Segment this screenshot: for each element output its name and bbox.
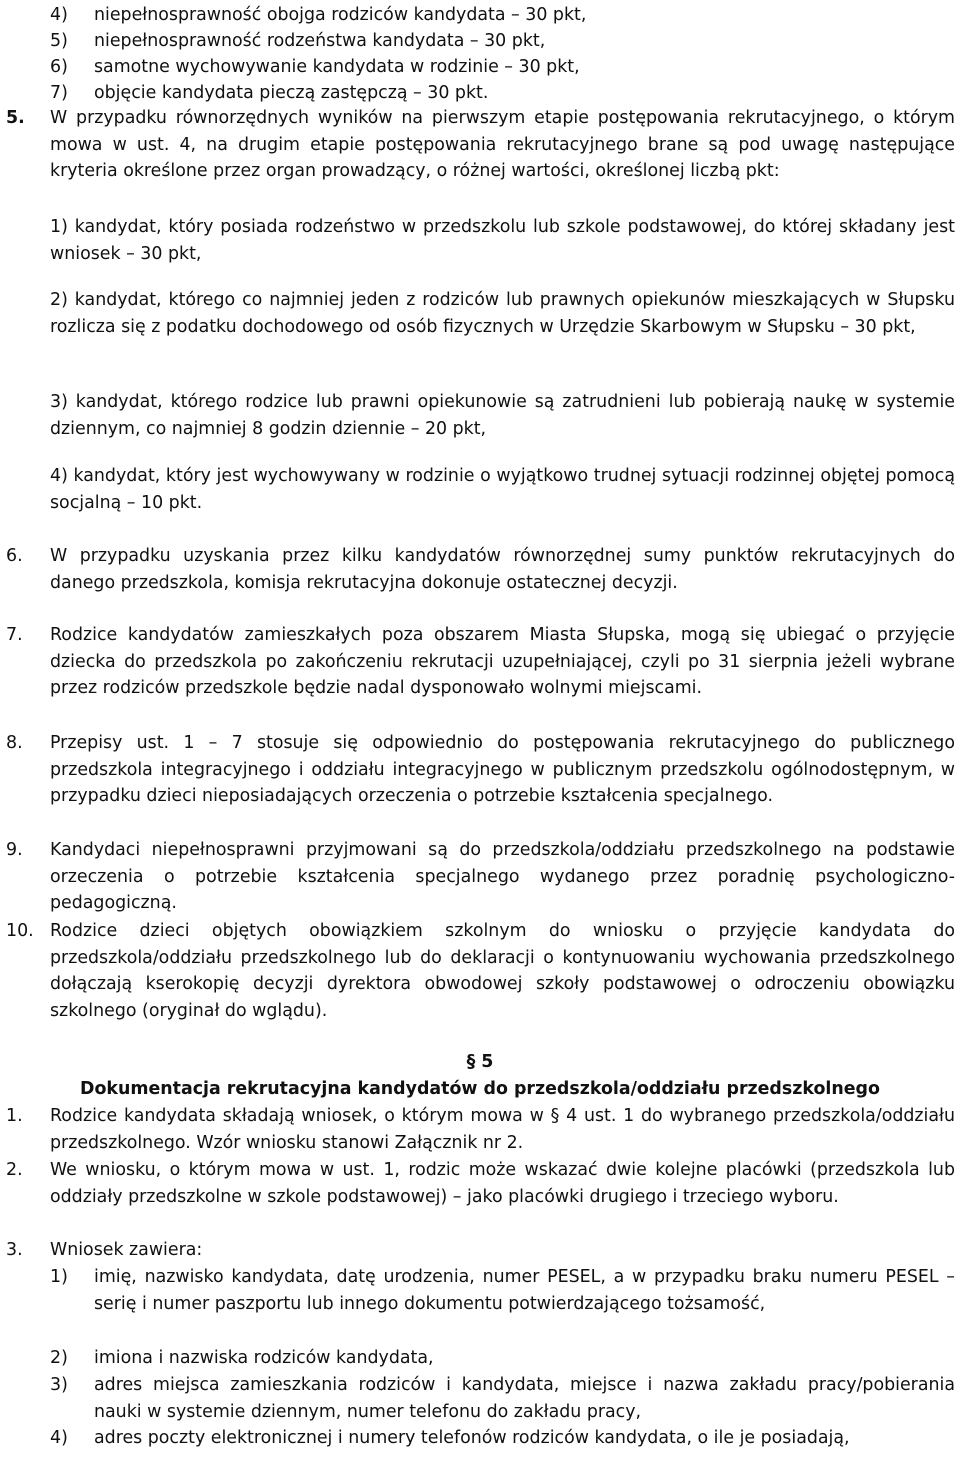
section-item-text: We wniosku, o którym mowa w ust. 1, rodzic może wskazać dwie kolejne placówki (przedszkola lub oddziały przedszkolne w szkole podstawowej) – jako placówki drugiego i trzeciego wyboru. xyxy=(50,1160,955,1207)
section-item-number: 3. xyxy=(6,1240,23,1260)
section-item-number: 2. xyxy=(6,1160,23,1180)
contents-item-number: 2) xyxy=(50,1348,68,1368)
paragraph-number: 7. xyxy=(6,625,23,645)
section-item-1 xyxy=(6,1103,955,1156)
list-item-number: 4) xyxy=(50,5,68,25)
contents-item xyxy=(50,1425,955,1452)
paragraph-text: Przepisy ust. 1 – 7 stosuje się odpowiednio do postępowania rekrutacyjnego do publicznego przedszkola integracyjnego i oddziału integracyjnego w publicznym przedszkolu ogólnodostępnym, w przypadku dzieci nieposiadających orzeczenia o potrzebie kształcenia specjalnego. xyxy=(50,733,955,807)
contents-item-text: adres poczty elektronicznej i numery telefonów rodziców kandydata, o ile je posiadają, xyxy=(94,1428,850,1448)
contents-item xyxy=(50,1264,955,1317)
criterion-text: 4) kandydat, który jest wychowywany w rodzinie o wyjątkowo trudnej sytuacji rodzinnej objętej pomocą socjalną – 10 pkt. xyxy=(50,466,955,513)
contents-item-number: 3) xyxy=(50,1375,68,1395)
paragraph-text: Rodzice dzieci objętych obowiązkiem szkolnym do wniosku o przyjęcie kandydata do przedszkola/oddziału przedszkolnego lub do deklaracji o kontynuowaniu wychowania przedszkolnego dołączają kserokopię decyzji dyrektora obwodowej szkoły podstawowej o odroczeniu obowiązku szkolnego (oryginał do wglądu). xyxy=(50,921,955,1022)
paragraph-10 xyxy=(6,918,955,1025)
list-item xyxy=(50,80,950,107)
contents-item-text: adres miejsca zamieszkania rodziców i kandydata, miejsce i nazwa zakładu pracy/pobierania nauki w systemie dziennym, numer telefonu do zakładu pracy, xyxy=(94,1375,955,1422)
paragraph-6 xyxy=(6,543,955,596)
contents-item xyxy=(50,1345,955,1372)
list-item-number: 6) xyxy=(50,57,68,77)
section-item-text: Rodzice kandydata składają wniosek, o którym mowa w § 4 ust. 1 do wybranego przedszkola/oddziału przedszkolnego. Wzór wniosku stanowi Załącznik nr 2. xyxy=(50,1106,955,1153)
section-title: Dokumentacja rekrutacyjna kandydatów do przedszkola/oddziału przedszkolnego xyxy=(80,1079,880,1099)
section-item-number: 1. xyxy=(6,1106,23,1126)
paragraph-5 xyxy=(6,105,955,185)
criterion-text: 1) kandydat, który posiada rodzeństwo w przedszkolu lub szkole podstawowej, do której składany jest wniosek – 30 pkt, xyxy=(50,217,955,264)
paragraph-number: 8. xyxy=(6,733,23,753)
section-item-2 xyxy=(6,1157,955,1210)
paragraph-number: 9. xyxy=(6,840,23,860)
list-item-text: niepełnosprawność obojga rodziców kandydata – 30 pkt, xyxy=(94,5,587,25)
criterion-text: 2) kandydat, którego co najmniej jeden z rodziców lub prawnych opiekunów mieszkających w Słupsku rozlicza się z podatku dochodowego od osób fizycznych w Urzędzie Skarbowym w Słupsku – 30 pkt, xyxy=(50,290,955,337)
list-item-number: 7) xyxy=(50,83,68,103)
criterion-text: 3) kandydat, którego rodzice lub prawni opiekunowie są zatrudnieni lub pobierają naukę w systemie dziennym, co najmniej 8 godzin dziennie – 20 pkt, xyxy=(50,392,955,439)
paragraph-text: Rodzice kandydatów zamieszkałych poza obszarem Miasta Słupska, mogą się ubiegać o przyjęcie dziecka do przedszkola po zakończeniu rekrutacji uzupełniającej, czyli po 31 sierpnia jeżeli wybrane przez rodziców przedszkole będzie nadal dysponowało wolnymi miejscami. xyxy=(50,625,955,699)
paragraph-text: Kandydaci niepełnosprawni przyjmowani są do przedszkola/oddziału przedszkolnego na podstawie orzeczenia o potrzebie kształcenia specjalnego wydanego przez poradnię psychologiczno-pedagogiczną. xyxy=(50,840,955,914)
paragraph-7 xyxy=(6,622,955,702)
paragraph-number: 10. xyxy=(6,921,34,941)
list-item xyxy=(50,2,950,29)
section-sign: § 5 xyxy=(466,1052,494,1072)
contents-item-text: imię, nazwisko kandydata, datę urodzenia, numer PESEL, a w przypadku braku numeru PESEL – serię i numer paszportu lub innego dokumentu potwierdzającego tożsamość, xyxy=(94,1267,955,1314)
list-item-text: niepełnosprawność rodzeństwa kandydata – 30 pkt, xyxy=(94,31,546,51)
criterion-item xyxy=(50,463,955,516)
paragraph-text: W przypadku uzyskania przez kilku kandydatów równorzędnej sumy punktów rekrutacyjnych do danego przedszkola, komisja rekrutacyjna dokonuje ostatecznej decyzji. xyxy=(50,546,955,593)
list-item-text: objęcie kandydata pieczą zastępczą – 30 pkt. xyxy=(94,83,489,103)
contents-item xyxy=(50,1372,955,1425)
contents-item-text: imiona i nazwiska rodziców kandydata, xyxy=(94,1348,434,1368)
contents-item-number: 1) xyxy=(50,1267,68,1287)
section-item-text: Wniosek zawiera: xyxy=(50,1240,203,1260)
list-item xyxy=(50,54,950,81)
criterion-item xyxy=(50,389,955,442)
paragraph-8 xyxy=(6,730,955,810)
paragraph-9 xyxy=(6,837,955,917)
list-item-text: samotne wychowywanie kandydata w rodzinie – 30 pkt, xyxy=(94,57,580,77)
section-item-3 xyxy=(6,1237,955,1264)
criterion-item xyxy=(50,287,955,340)
paragraph-number: 6. xyxy=(6,546,23,566)
list-item xyxy=(50,28,950,55)
paragraph-text: W przypadku równorzędnych wyników na pierwszym etapie postępowania rekrutacyjnego, o którym mowa w ust. 4, na drugim etapie postępowania rekrutacyjnego brane są pod uwagę następujące kryteria określone przez organ prowadzący, o różnej wartości, określonej liczbą pkt: xyxy=(50,108,955,182)
criterion-item xyxy=(50,214,955,267)
paragraph-number: 5. xyxy=(6,108,25,128)
list-item-number: 5) xyxy=(50,31,68,51)
contents-item-number: 4) xyxy=(50,1428,68,1448)
